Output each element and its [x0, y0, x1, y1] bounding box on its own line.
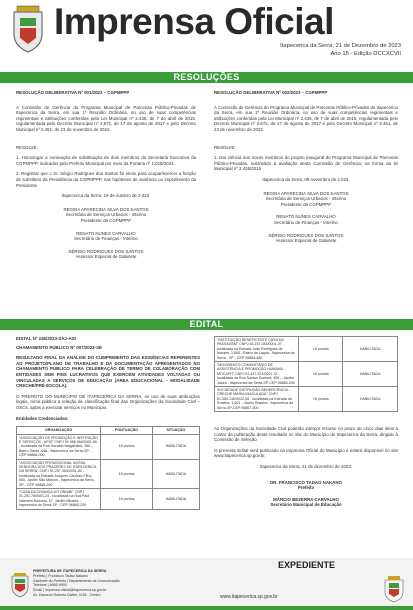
entities-table-right [214, 336, 398, 412]
res1-sig2-name: RENATO NUNES CARVALHO [76, 230, 136, 236]
table-row: "ASSOCIAÇÃO PROMOCIONAL NOSSA SENHORA DOS PRAZERES DE ITAPECERICA DA SERRA" CNPJ 51.257.354/0001-82 - localizada na Estrada Joaquim Cardoso Filho, 550, Jardim São Marcos - Itapecerica da Serra-SP - CEP 06865-200 18 pontos HABILITADA [17, 459, 200, 488]
footer-crest-icon [10, 572, 30, 598]
th-score: PONTUAÇÃO [101, 427, 153, 434]
res2-intro: A Comissão de Gerência do Programa Municipal de Parcerias Público-Privadas de Itapecerica da Serra, em sua 1ª Reunião Ordinária, no uso de suas competências regimentais e atribuições conferidas pela Lei Municipal nº 2.435, de 7 de abril de 2015, regulamentada pelo Decreto Municipal nº 2.672, de 17 de agosto de 2017 e pelo Decreto Municipal nº 3.451, de 23 de novembro de 2022. [214, 104, 398, 132]
entities-table-left [16, 426, 200, 510]
res2-date: Itapecerica da Serra, 08 novembro de 2.023. [262, 176, 350, 182]
res1-resolve: RESOLVE: [16, 144, 38, 150]
table-row: "INSTITUIÇÃO BENEFICENTE CASA DA PASSAGEM" CNPJ 63.157.283/0001-07 - localizada na Estrada João Rodrigues de Moraes, 1.800 - Bairro da Lagoa - Itapecerica da Serra - SP - CEP 06868-480 18 pontos HABILITADA [215, 337, 398, 362]
th-status: SITUAÇÃO [152, 427, 199, 434]
resolution-2 [214, 90, 398, 244]
edital-date: Itapecerica da Serra, 21 de dezembro de 2023. [259, 464, 353, 470]
res2-resolve: RESOLVE: [214, 144, 236, 150]
expediente-info: PREFEITURA DE ITAPECERICA DA SERRA Prefeito | Francisco Tadao Nakano Gabinete do Prefeito | Departamento de Comunicação Telefone | 4668-9900 Email | imprensa.oficial@itapecerica.sp.gov.br Av. Eduardo Roberto Daher, 1135 - Centro [33, 569, 120, 597]
res1-sig1-role: Secretária de Serviços Urbanos - Interino [65, 212, 147, 218]
date-line: Itapecerica da Serra, 21 de Dezembro de 2023 [280, 43, 401, 49]
edition-line: Ano 15 - Edição DCCXCVII [330, 51, 401, 57]
res1-sig3-name: SÉRGIO RODRIGUES DOS SANTOS [68, 248, 144, 254]
res2-sig1-role2: Presidente da CGPMPPP [280, 201, 332, 207]
edital-right [214, 336, 398, 508]
res1-date: Itapecerica da Serra, 19 de outubro de 2.023. [61, 193, 151, 199]
res2-sig3-name: SÉRGIO RODRIGUES DOS SANTOS [268, 232, 344, 238]
res2-sig2-name: RENATO NUNES CARVALHO [276, 214, 336, 220]
res1-sig1-role2: Presidente da CGPMPPP [80, 217, 132, 223]
res2-sig1-name: REGINA APARECIDA SILVA DOS SANTOS [263, 190, 349, 196]
res2-item1: 1. Dar ciência aos novos membros do projeto inaugural do Programa Municipal de Parcerias Público-Privadas, submetido à avaliação desta Comissão de Gerência, na forma da lei Municipal nº 2.435/2015 [214, 155, 398, 172]
section-edital: EDITAL [0, 319, 413, 330]
municipal-crest-icon [8, 4, 48, 54]
res1-sig2-role: Secretário de Finanças - Interino [74, 236, 138, 242]
res2-sig2-role: Secretário de Finanças - Interino [274, 219, 338, 225]
th-org: ORGANIZAÇÃO [17, 427, 101, 434]
res1-item2: 2. Registrar que o Sr. Sérgio Rodrigues dos Santos foi eleito para ocupar/exercer a função de substituto da Presidência da CGPMPPP, nas hipóteses de ausência ou impedimento da Presidente. [16, 171, 196, 188]
res1-item1: 1. Homologar a nomeação de substituição de dois membros da Secretaria Executiva da CGPMPPP, indicados pelo Prefeito Municipal por meio da Portaria nº 1.019/2023. [16, 155, 196, 166]
res1-intro: A Comissão de Gerência do Programa Municipal de Parcerias Público-Privadas de Itapecerica da Serra, em sua 1ª Reunião Ordinária, no uso de suas competências regimentais e atribuições conferidas pela Lei Municipal nº 2.435, de 7 de abril de 2015, regulamentada pelo Decreto Municipal nº 2.672, de 17 de agosto de 2017 e pelo Decreto Municipal nº 3.451, de 23 de novembro de 2022. [16, 104, 196, 132]
res1-title: RESOLUÇÃO DELIBERATIVA Nº 001/2023 – CGPMPPP [16, 90, 130, 95]
edital-prefeito: O PREFEITO DO MUNICÍPIO DE ITAPECERICA DA SERRA, no uso de suas atribuições legais, torna pública a relação de classificação final das Organizações da Sociedade Civil – OSCs, aptas a executar serviços no Município. [16, 393, 200, 410]
res1-sig3-role: Assessor Especial de Gabinete [75, 254, 137, 260]
res2-sig3-role: Assessor Especial de Gabinete [275, 238, 337, 244]
edital-sig1-name: DR. FRANCISCO TADAO NAKANO [270, 479, 342, 485]
table-row: "CASA DA CRIANÇA DO ONNIBI" CNPJ 51.251.76/0001-24 - localizada na Rua Paul Valentim Kuricelo, 67, Jardim Mirador - Itapecerica da Serra-SP - CEP 06865-250 18 pontos HABILITADA [17, 489, 200, 510]
page-header [0, 0, 413, 62]
footer-accent-line [0, 606, 413, 610]
table-row: "MOVIMENTO COMUNITÁRIO DE ASSISTÊNCIA E PROMOÇÃO HUMANA - MOCAPH" CNPJ 51.447.021/0001-37 - localizada na Rua Santos Dumont, 455 – Jardim Jacira - Itapecerica da Serra-SP-CEP 06864-240 18 pontos HABILITADA [215, 362, 398, 387]
expediente-title: EXPEDIENTE [277, 560, 335, 570]
page-title: Imprensa Oficial [54, 1, 334, 42]
resolution-1 [16, 90, 196, 260]
edital-entidades: Entidades Credenciadas: [16, 415, 69, 421]
edital-result: RESULTADO FINAL DA ANÁLISE DO CUMPRIMENTO DAS EXIGÊNCIAS REFERENTES AO PROJETO/PLANO DE TRABALHO E DA DOCUMENTAÇÃO APRESENTADOS NO CHAMAMENTO PÚBLICO PARA CELEBRAÇÃO DE TERMO DE COLABORAÇÃO COM ENTIDADES SEM FINS LUCRATIVOS QUE EXERCEM ATIVIDADES VOLTADAS OU VINCULADAS A SERVIÇOS DE EDUCAÇÃO (ÁREA EDUCACIONAL - MODALIDADE CRECHE/PRÉ-ESCOLA). [16, 355, 200, 389]
edital-publicacao: O presente Edital será publicado na Imprensa Oficial do Município e estará disponível no site www.itapecerica.sp.gov.br. [214, 447, 398, 459]
res2-title: RESOLUÇÃO DELIBERATIVA Nº 002/2023 – CGPMPPP [214, 90, 328, 95]
edital-number: EDITAL Nº 246/2023-SAJ-AIO [16, 336, 77, 341]
city-seal-icon [383, 575, 405, 603]
edital-sig2-role: Secretário Municipal de Educação [270, 502, 342, 508]
res2-sig1-role: Secretária de Serviços Urbanos - Interino [265, 196, 347, 202]
edital-chamamento: CHAMAMENTO PÚBLICO Nº 007/2023-SE [16, 344, 102, 350]
table-row: "ASSOCIAÇÃO DE PROMOÇÃO E INSTRUÇÃO E SERVIÇOS - APIS" CNPJ 51.986.960/0001-80 - localizada na Rua Geraldo Magalhães, 168 – Bairro Santa Júlia - Itapecerica da Serra-SP - CEP 06866-000 18 pontos HABILITADA [17, 434, 200, 459]
edital-sig2-name: MÁRCIO BEZERRA CARVALHO [273, 496, 339, 502]
website-link[interactable]: www.itapecerica.sp.gov.br [220, 594, 278, 600]
res1-sig1-name: REGINA APARECIDA SILVA DOS SANTOS [63, 206, 149, 212]
table-row: SOCIEDADE INSTRUÇÃO BENEFICÊNCIA – CRECHE MARIA IMACULADA" CNPJ 61.084.148/0022-08 - localizada na Estrada da Roseira, 1.001 – Bairro Roseira - Itapecerica da Serra-SP-CEP 06867-500 18 pontos HABILITADA [215, 387, 398, 412]
edital-sig1-role: Prefeito [297, 485, 315, 491]
section-resolucoes: RESOLUÇÕES [0, 72, 413, 83]
edital-recurso: As Organizações da Sociedade Civil poderão interpor recurso no prazo de cinco dias úteis a contar da publicação deste resultado no site do Município de Itapecerica da Serra, dirigido à Comissão de Seleção [214, 426, 398, 443]
edital-left [16, 336, 200, 510]
